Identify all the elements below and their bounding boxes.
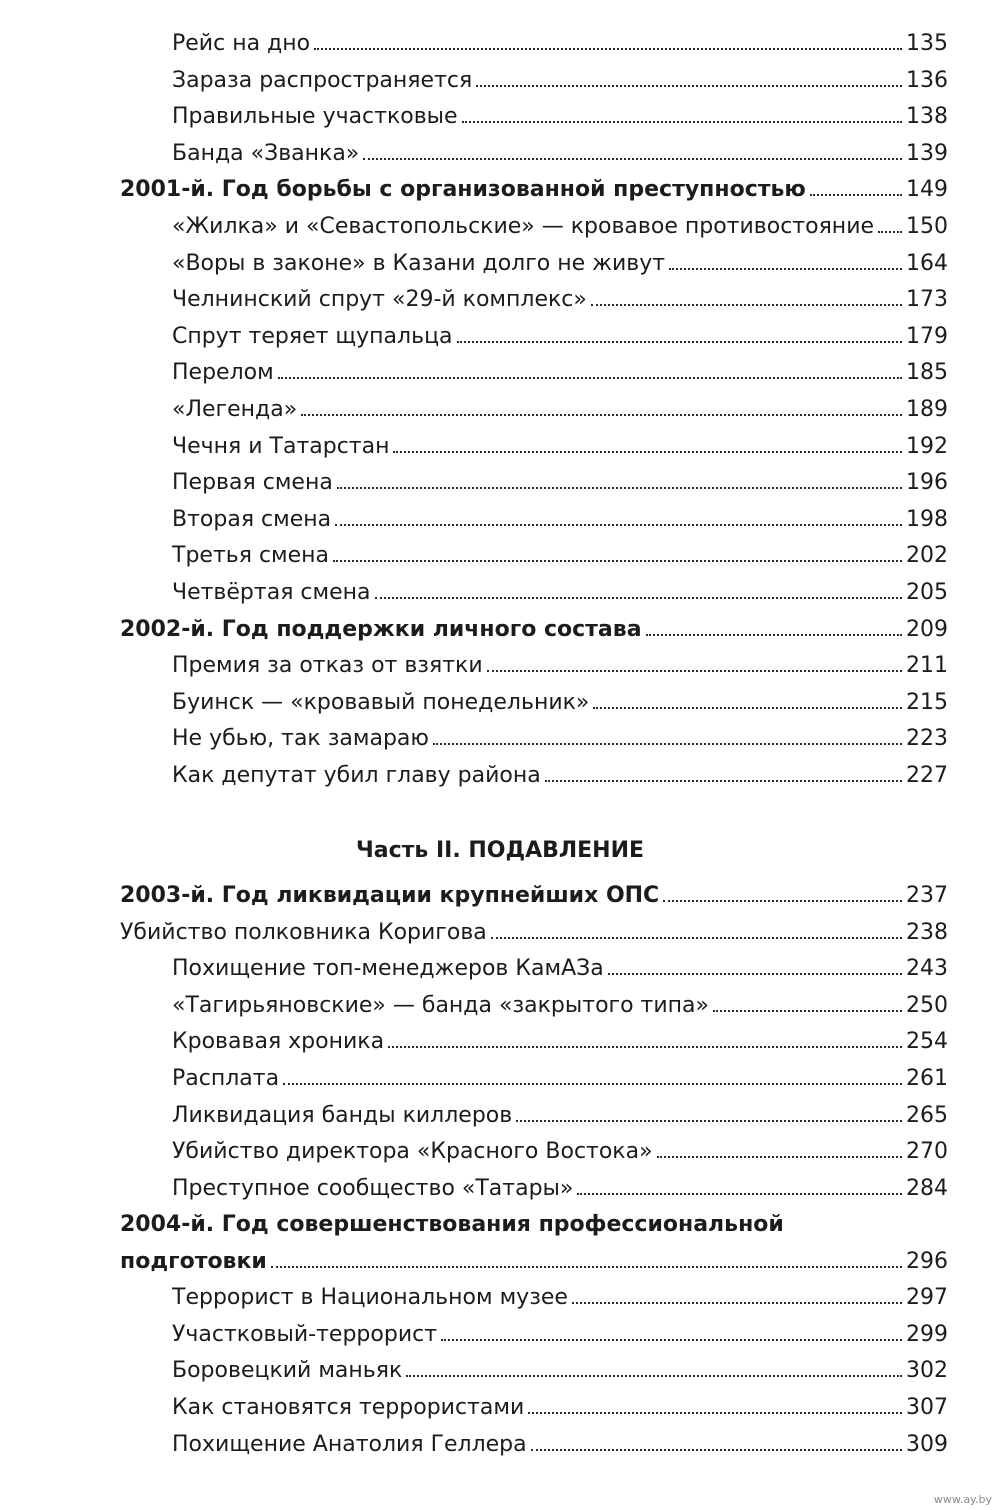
toc-entry-page: 139 bbox=[906, 140, 948, 166]
toc-section-part-two bbox=[0, 878, 1000, 1207]
toc-entry[interactable] bbox=[0, 538, 1000, 575]
toc-entry-title: «Жилка» и «Севастопольские» — кровавое противостояние bbox=[172, 213, 875, 239]
toc-entry-page: 179 bbox=[906, 323, 948, 349]
toc-entry[interactable] bbox=[0, 355, 1000, 392]
dot-leader bbox=[572, 1301, 902, 1304]
toc-entry[interactable] bbox=[0, 951, 1000, 988]
toc-entry-page: 297 bbox=[906, 1285, 948, 1311]
toc-entry-page: 227 bbox=[906, 762, 948, 788]
toc-entry[interactable] bbox=[0, 685, 1000, 722]
toc-entry-page: 198 bbox=[906, 506, 948, 532]
toc-entry-page: 173 bbox=[906, 287, 948, 313]
dot-leader bbox=[593, 706, 902, 709]
toc-entry-title: Боровецкий маньяк bbox=[172, 1358, 403, 1384]
toc-entry[interactable] bbox=[0, 758, 1000, 795]
toc-entry[interactable] bbox=[0, 1024, 1000, 1061]
toc-entry[interactable] bbox=[0, 172, 1000, 209]
toc-entry-page: 215 bbox=[906, 689, 948, 715]
dot-leader bbox=[314, 47, 902, 50]
toc-entry-page: 196 bbox=[906, 470, 948, 496]
toc-entry-title: Убийство полковника Коригова bbox=[120, 919, 487, 945]
dot-leader bbox=[462, 120, 902, 123]
toc-entry[interactable] bbox=[0, 392, 1000, 429]
toc-entry-title: Не убью, так замараю bbox=[172, 726, 429, 752]
dot-leader bbox=[406, 1374, 902, 1377]
toc-entry-title: «Воры в законе» в Казани долго не живут bbox=[172, 250, 666, 276]
toc-entry-page: 243 bbox=[906, 956, 948, 982]
dot-leader bbox=[271, 1265, 902, 1268]
toc-entry-page: 284 bbox=[906, 1175, 948, 1201]
part-heading: Часть II. ПОДАВЛЕНИЕ bbox=[355, 838, 645, 863]
toc-entry[interactable] bbox=[0, 1134, 1000, 1171]
dot-leader bbox=[388, 1045, 902, 1048]
toc-entry-title: 2003-й. Год ликвидации крупнейших ОПС bbox=[120, 883, 660, 908]
toc-entry-title: Третья смена bbox=[172, 543, 330, 569]
toc-entry-page: 309 bbox=[906, 1431, 948, 1457]
dot-leader bbox=[393, 450, 902, 453]
toc-entry-title: Премия за отказ от взятки bbox=[172, 653, 483, 679]
dot-leader bbox=[608, 972, 902, 975]
toc-entry-title: Преступное сообщество «Татары» bbox=[172, 1175, 574, 1201]
dot-leader bbox=[516, 1119, 902, 1122]
toc-entry-title: Похищение топ-менеджеров КамАЗа bbox=[172, 956, 604, 982]
toc-entry-2004-line2[interactable] bbox=[0, 1244, 1000, 1281]
dot-leader bbox=[433, 742, 902, 745]
toc-entry[interactable] bbox=[0, 915, 1000, 952]
toc-entry[interactable] bbox=[0, 319, 1000, 356]
dot-leader bbox=[577, 1192, 902, 1195]
toc-entry-page: 150 bbox=[906, 213, 948, 239]
toc-entry-title: «Тагирьяновские» — банда «закрытого типа» bbox=[172, 992, 709, 1018]
toc-entry[interactable] bbox=[0, 26, 1000, 63]
toc-entry-title: Террорист в Национальном музее bbox=[172, 1285, 568, 1311]
dot-leader bbox=[491, 936, 902, 939]
toc-entry[interactable] bbox=[0, 136, 1000, 173]
toc-entry-title: Кровавая хроника bbox=[172, 1029, 385, 1055]
toc-entry-page: 237 bbox=[906, 883, 948, 908]
toc-entry-title: Перелом bbox=[172, 360, 274, 386]
toc-entry-title: Спрут теряет щупальца bbox=[172, 323, 453, 349]
toc-entry-page: 164 bbox=[906, 250, 948, 276]
dot-leader bbox=[335, 523, 902, 526]
dot-leader bbox=[810, 193, 902, 196]
toc-entry[interactable] bbox=[0, 502, 1000, 539]
toc-entry[interactable] bbox=[0, 63, 1000, 100]
toc-entry-title: Ликвидация банды киллеров bbox=[172, 1102, 513, 1128]
toc-entry-page: 189 bbox=[906, 396, 948, 422]
toc-entry-title: Как становятся террористами bbox=[172, 1394, 525, 1420]
toc-entry-page: 238 bbox=[906, 919, 948, 945]
toc-entry-title: Чечня и Татарстан bbox=[172, 433, 390, 459]
dot-leader bbox=[476, 84, 902, 87]
toc-entry-title: Зараза распространяется bbox=[172, 67, 473, 93]
toc-entry-title: Первая смена bbox=[172, 470, 333, 496]
toc-entry[interactable] bbox=[0, 1098, 1000, 1135]
toc-entry-page: 265 bbox=[906, 1102, 948, 1128]
toc-entry[interactable] bbox=[0, 246, 1000, 283]
toc-entry[interactable] bbox=[0, 1353, 1000, 1390]
toc-entry-page: 211 bbox=[906, 653, 948, 679]
toc-entry[interactable] bbox=[0, 282, 1000, 319]
toc-entry-title: Банда «Званка» bbox=[172, 140, 360, 166]
toc-entry-page: 205 bbox=[906, 579, 948, 605]
toc-entry-page: 136 bbox=[906, 67, 948, 93]
dot-leader bbox=[663, 899, 902, 902]
toc-entry[interactable] bbox=[0, 612, 1000, 649]
toc-entry-title: 2002-й. Год поддержки личного состава bbox=[120, 616, 642, 642]
toc-entry-page: 135 bbox=[906, 31, 948, 56]
toc-entry-page: 250 bbox=[906, 992, 948, 1018]
toc-entry-page: 209 bbox=[906, 616, 948, 642]
dot-leader bbox=[591, 303, 902, 306]
toc-entry-title: Как депутат убил главу района bbox=[172, 762, 541, 788]
toc-entry[interactable] bbox=[0, 1280, 1000, 1317]
toc-section-part-one bbox=[0, 26, 1000, 794]
toc-entry[interactable] bbox=[0, 648, 1000, 685]
toc-entry-page: 138 bbox=[906, 104, 948, 130]
toc-entry-title: Вторая смена bbox=[172, 506, 332, 532]
toc-entry[interactable] bbox=[0, 465, 1000, 502]
dot-leader bbox=[487, 669, 902, 672]
toc-entry-page: 149 bbox=[906, 177, 948, 203]
toc-entry-page: 202 bbox=[906, 543, 948, 569]
toc-entry[interactable] bbox=[0, 1390, 1000, 1427]
watermark: www.ay.by bbox=[933, 1493, 992, 1506]
toc-entry-page: 192 bbox=[906, 433, 948, 459]
toc-entry-title: подготовки bbox=[120, 1248, 267, 1274]
toc-entry-page: 185 bbox=[906, 360, 948, 386]
toc-entry-title: Участковый-террорист bbox=[172, 1321, 438, 1347]
toc-entry-page: 223 bbox=[906, 726, 948, 752]
toc-entry[interactable] bbox=[0, 429, 1000, 466]
dot-leader bbox=[878, 230, 902, 233]
toc-entry-page: 296 bbox=[906, 1248, 948, 1274]
dot-leader bbox=[646, 633, 902, 636]
toc-entry[interactable] bbox=[0, 988, 1000, 1025]
toc-entry-title: Расплата bbox=[172, 1065, 280, 1091]
dot-leader bbox=[363, 157, 902, 160]
dot-leader bbox=[375, 596, 902, 599]
toc-entry-page: 302 bbox=[906, 1358, 948, 1384]
dot-leader bbox=[283, 1082, 902, 1085]
toc-entry-title: Челнинский спрут «29-й комплекс» bbox=[172, 287, 587, 313]
dot-leader bbox=[531, 1448, 902, 1451]
toc-entry[interactable] bbox=[0, 721, 1000, 758]
toc-section-2004 bbox=[0, 1207, 1000, 1463]
toc-entry-2004-line1[interactable] bbox=[0, 1207, 1000, 1244]
toc-entry[interactable] bbox=[0, 209, 1000, 246]
toc-entry-page: 254 bbox=[906, 1029, 948, 1055]
toc-entry[interactable] bbox=[0, 99, 1000, 136]
toc-entry[interactable] bbox=[0, 1061, 1000, 1098]
dot-leader bbox=[657, 1155, 902, 1158]
toc-entry-title: «Легенда» bbox=[172, 396, 298, 422]
dot-leader bbox=[545, 779, 902, 782]
toc-entry-title: Похищение Анатолия Геллера bbox=[172, 1431, 527, 1457]
dot-leader bbox=[441, 1338, 902, 1341]
dot-leader bbox=[301, 413, 902, 416]
dot-leader bbox=[278, 376, 902, 379]
toc-entry[interactable] bbox=[0, 1427, 1000, 1464]
toc-entry-title: Убийство директора «Красного Востока» bbox=[172, 1139, 653, 1165]
toc-entry-page: 299 bbox=[906, 1321, 948, 1347]
toc-entry-title: Рейс на дно bbox=[172, 31, 311, 56]
toc-entry-title: Буинск — «кровавый понедельник» bbox=[172, 689, 590, 715]
toc-entry-title: Четвёртая смена bbox=[172, 579, 371, 605]
toc-entry-page: 261 bbox=[906, 1065, 948, 1091]
dot-leader bbox=[669, 267, 902, 270]
dot-leader bbox=[713, 1009, 902, 1012]
toc-entry-title: 2004-й. Год совершенствования профессиональной bbox=[120, 1212, 784, 1237]
toc-entry-page: 270 bbox=[906, 1139, 948, 1165]
toc-entry-title: 2001-й. Год борьбы с организованной преступностью bbox=[120, 177, 806, 203]
toc-entry[interactable] bbox=[0, 575, 1000, 612]
dot-leader bbox=[337, 486, 902, 489]
toc-entry[interactable] bbox=[0, 1317, 1000, 1354]
toc-entry-title: Правильные участковые bbox=[172, 104, 458, 130]
toc-entry-page: 307 bbox=[906, 1394, 948, 1420]
dot-leader bbox=[457, 340, 902, 343]
dot-leader bbox=[333, 559, 902, 562]
toc-entry[interactable] bbox=[0, 1171, 1000, 1208]
toc-entry[interactable] bbox=[0, 878, 1000, 915]
dot-leader bbox=[528, 1411, 902, 1414]
